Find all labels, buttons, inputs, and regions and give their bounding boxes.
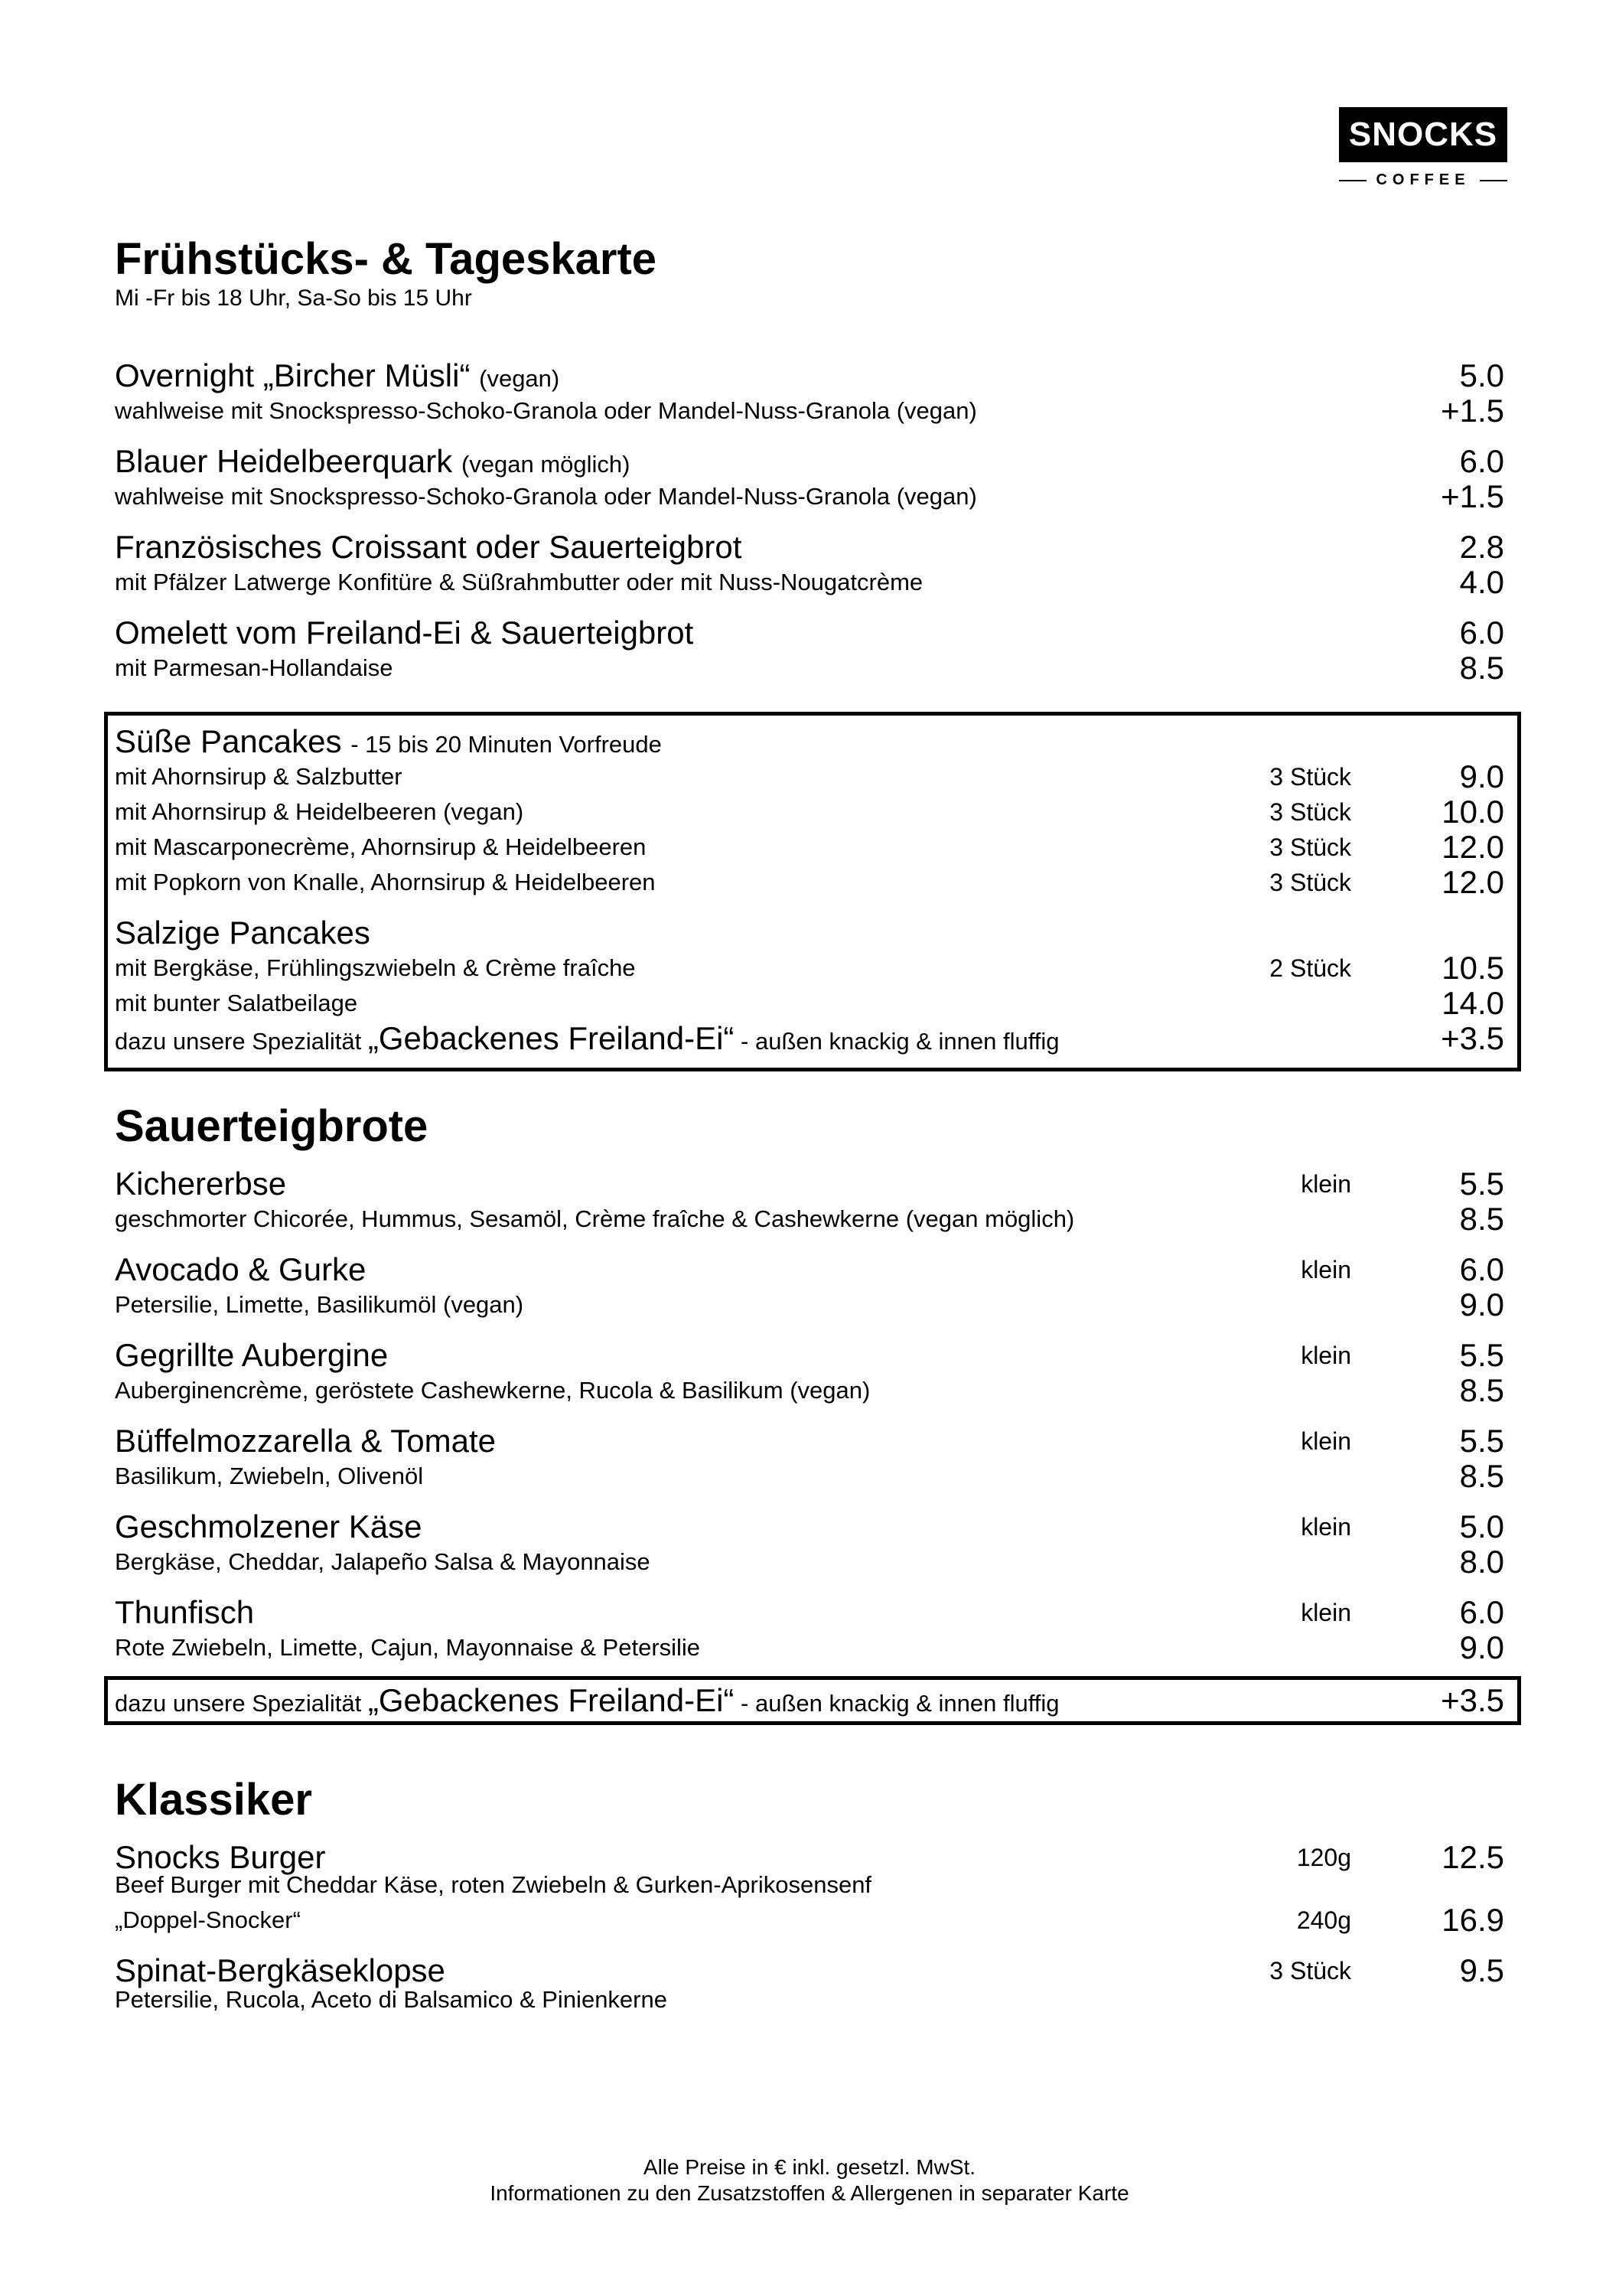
item-price: 5.0 bbox=[1459, 357, 1504, 393]
item-desc: Rote Zwiebeln, Limette, Cajun, Mayonnaise & Petersilie bbox=[115, 1634, 701, 1661]
menu-item bbox=[115, 444, 1504, 479]
menu-item-option bbox=[115, 1544, 1504, 1580]
item-price: 6.0 bbox=[1459, 615, 1504, 651]
item-price: 10.0 bbox=[1441, 794, 1504, 830]
item-desc: mit Ahornsirup & Salzbutter bbox=[115, 763, 402, 790]
menu-item-option bbox=[115, 1202, 1504, 1237]
item-desc: mit Mascarponecrème, Ahornsirup & Heidelbeeren bbox=[115, 833, 647, 860]
item-desc: mit Ahornsirup & Heidelbeeren (vegan) bbox=[115, 798, 524, 825]
item-price: 6.0 bbox=[1459, 443, 1504, 479]
item-qty: 3 Stück bbox=[1269, 763, 1351, 791]
item-qty: 240g bbox=[1296, 1906, 1351, 1934]
item-qty: 3 Stück bbox=[1269, 798, 1351, 826]
item-desc: Petersilie, Rucola, Aceto di Balsamico & Pinienkerne bbox=[115, 1986, 667, 2013]
menu-item-option bbox=[115, 651, 1504, 686]
item-qty: klein bbox=[1301, 1599, 1351, 1626]
item-price: +3.5 bbox=[1441, 1682, 1504, 1718]
menu-item-desc bbox=[115, 1982, 1504, 2017]
item-desc: mit Popkorn von Knalle, Ahornsirup & Heidelbeeren bbox=[115, 869, 656, 895]
item-desc: Basilikum, Zwiebeln, Olivenöl bbox=[115, 1463, 424, 1489]
item-price: 8.5 bbox=[1459, 1372, 1504, 1408]
extra-pre: dazu unsere Spezialität bbox=[115, 1690, 362, 1717]
item-price: 12.5 bbox=[1441, 1839, 1504, 1875]
snocks-logo bbox=[1339, 107, 1507, 189]
item-price: 5.0 bbox=[1459, 1508, 1504, 1544]
item-price: 4.0 bbox=[1459, 564, 1504, 600]
menu-item bbox=[115, 794, 1504, 830]
menu-item bbox=[115, 1595, 1504, 1630]
item-name: Geschmolzener Käse bbox=[115, 1508, 422, 1544]
item-name: Avocado & Gurke bbox=[115, 1251, 366, 1287]
item-qty: 120g bbox=[1296, 1844, 1351, 1871]
item-price: 5.5 bbox=[1459, 1337, 1504, 1373]
item-qty: 3 Stück bbox=[1269, 869, 1351, 896]
logo-sub: COFFEE bbox=[1376, 171, 1471, 188]
item-price: 8.5 bbox=[1459, 650, 1504, 686]
menu-item-extra bbox=[115, 1021, 1504, 1056]
menu-item-option bbox=[115, 1630, 1504, 1665]
item-note: (vegan) bbox=[479, 365, 560, 392]
section-note: - 15 bis 20 Minuten Vorfreude bbox=[350, 731, 662, 758]
menu-item bbox=[115, 615, 1504, 651]
item-name: Gegrillte Aubergine bbox=[115, 1337, 389, 1373]
item-name: Omelett vom Freiland-Ei & Sauerteigbrot bbox=[115, 615, 694, 651]
item-qty: 3 Stück bbox=[1269, 833, 1351, 861]
extra-name: „Gebackenes Freiland-Ei“ bbox=[367, 1020, 735, 1056]
menu-item bbox=[115, 951, 1504, 986]
menu-item bbox=[115, 1252, 1504, 1287]
item-desc: Beef Burger mit Cheddar Käse, roten Zwiebeln & Gurken-Aprikosensenf bbox=[115, 1871, 872, 1898]
logo-dash-left bbox=[1339, 180, 1367, 181]
footer-allergen-note: Informationen zu den Zusatzstoffen & Allergenen in separater Karte bbox=[490, 2181, 1129, 2205]
item-price: +1.5 bbox=[1441, 478, 1504, 514]
item-desc: mit Pfälzer Latwerge Konfitüre & Süßrahmbutter oder mit Nuss-Nougatcrème bbox=[115, 569, 924, 595]
item-qty: 3 Stück bbox=[1269, 1957, 1351, 1985]
item-name: Spinat-Bergkäseklopse bbox=[115, 1952, 445, 1988]
item-qty: klein bbox=[1301, 1256, 1351, 1283]
menu-item-variant bbox=[115, 1903, 1504, 1938]
menu-item bbox=[115, 830, 1504, 865]
menu-item bbox=[115, 1424, 1504, 1459]
item-price: 8.5 bbox=[1459, 1458, 1504, 1494]
menu-item-extra bbox=[115, 1683, 1504, 1718]
item-price: 12.0 bbox=[1441, 829, 1504, 865]
item-desc: wahlweise mit Snockspresso-Schoko-Granola oder Mandel-Nuss-Granola (vegan) bbox=[115, 397, 977, 424]
extra-post: - außen knackig & innen fluffig bbox=[741, 1028, 1060, 1055]
item-price: 9.0 bbox=[1459, 1629, 1504, 1665]
item-qty: klein bbox=[1301, 1170, 1351, 1198]
item-price: 14.0 bbox=[1441, 985, 1504, 1021]
menu-item bbox=[115, 1166, 1504, 1202]
item-name: Snocks Burger bbox=[115, 1839, 326, 1875]
item-qty: klein bbox=[1301, 1513, 1351, 1541]
item-name: Thunfisch bbox=[115, 1594, 255, 1630]
item-name: Französisches Croissant oder Sauerteigbrot bbox=[115, 529, 742, 565]
menu-item bbox=[115, 865, 1504, 900]
logo-dash-right bbox=[1480, 180, 1507, 181]
section-title: Sauerteigbrote bbox=[115, 1101, 428, 1151]
item-desc: geschmorter Chicorée, Hummus, Sesamöl, Crème fraîche & Cashewkerne (vegan möglich) bbox=[115, 1205, 1075, 1232]
item-qty: klein bbox=[1301, 1342, 1351, 1369]
item-price: 9.0 bbox=[1459, 758, 1504, 794]
item-qty: 2 Stück bbox=[1269, 954, 1351, 982]
item-price: 5.5 bbox=[1459, 1166, 1504, 1202]
pancakes-savory-header bbox=[115, 915, 1504, 951]
item-price: 6.0 bbox=[1459, 1251, 1504, 1287]
page-title: Frühstücks- & Tageskarte bbox=[115, 234, 657, 284]
item-price: 8.5 bbox=[1459, 1201, 1504, 1237]
menu-item-desc bbox=[115, 1867, 1504, 1903]
item-desc: Auberginencrème, geröstete Cashewkerne, Rucola & Basilikum (vegan) bbox=[115, 1377, 871, 1404]
item-name: Overnight „Bircher Müsli“ bbox=[115, 357, 471, 393]
item-price: 9.5 bbox=[1459, 1952, 1504, 1988]
menu-item bbox=[115, 358, 1504, 393]
item-desc: Bergkäse, Cheddar, Jalapeño Salsa & Mayonnaise bbox=[115, 1548, 650, 1575]
item-price: 8.0 bbox=[1459, 1544, 1504, 1580]
item-price: 2.8 bbox=[1459, 529, 1504, 565]
menu-item bbox=[115, 986, 1504, 1021]
item-qty: klein bbox=[1301, 1427, 1351, 1455]
extra-post: - außen knackig & innen fluffig bbox=[741, 1690, 1060, 1717]
footer-prices-note: Alle Preise in € inkl. gesetzl. MwSt. bbox=[643, 2155, 976, 2179]
item-desc: wahlweise mit Snockspresso-Schoko-Granola oder Mandel-Nuss-Granola (vegan) bbox=[115, 483, 977, 510]
section-title: Salzige Pancakes bbox=[115, 915, 370, 951]
item-desc: mit bunter Salatbeilage bbox=[115, 990, 358, 1016]
section-title: Klassiker bbox=[115, 1775, 312, 1825]
menu-item bbox=[115, 1509, 1504, 1544]
menu-item bbox=[115, 1338, 1504, 1373]
menu-item-option bbox=[115, 1459, 1504, 1494]
menu-item-option bbox=[115, 393, 1504, 429]
item-desc: mit Parmesan-Hollandaise bbox=[115, 654, 393, 681]
menu-item-option bbox=[115, 479, 1504, 514]
item-name: Büffelmozzarella & Tomate bbox=[115, 1423, 497, 1459]
item-price: 10.5 bbox=[1441, 950, 1504, 986]
item-price: 5.5 bbox=[1459, 1423, 1504, 1459]
item-price: 9.0 bbox=[1459, 1287, 1504, 1322]
section-title: Süße Pancakes bbox=[115, 723, 342, 759]
opening-hours: Mi -Fr bis 18 Uhr, Sa-So bis 15 Uhr bbox=[115, 285, 472, 311]
menu-item-option bbox=[115, 1373, 1504, 1408]
item-desc: Petersilie, Limette, Basilikumöl (vegan) bbox=[115, 1291, 524, 1318]
extra-name: „Gebackenes Freiland-Ei“ bbox=[367, 1682, 735, 1718]
menu-item bbox=[115, 530, 1504, 565]
menu-item-option bbox=[115, 565, 1504, 600]
footer bbox=[0, 2154, 1619, 2206]
item-price: 6.0 bbox=[1459, 1594, 1504, 1630]
pancakes-sweet-header bbox=[115, 724, 1504, 759]
item-desc: mit Bergkäse, Frühlingszwiebeln & Crème fraîche bbox=[115, 954, 636, 981]
item-variant: „Doppel-Snocker“ bbox=[115, 1906, 301, 1933]
item-price: 12.0 bbox=[1441, 864, 1504, 900]
item-price: +3.5 bbox=[1441, 1020, 1504, 1056]
extra-pre: dazu unsere Spezialität bbox=[115, 1028, 362, 1055]
item-name: Kichererbse bbox=[115, 1166, 287, 1202]
item-price: 16.9 bbox=[1441, 1902, 1504, 1938]
item-price: +1.5 bbox=[1441, 393, 1504, 429]
menu-item bbox=[115, 759, 1504, 794]
logo-brand: SNOCKS bbox=[1339, 107, 1507, 162]
item-name: Blauer Heidelbeerquark bbox=[115, 443, 453, 479]
item-note: (vegan möglich) bbox=[461, 451, 630, 478]
menu-item-option bbox=[115, 1287, 1504, 1322]
